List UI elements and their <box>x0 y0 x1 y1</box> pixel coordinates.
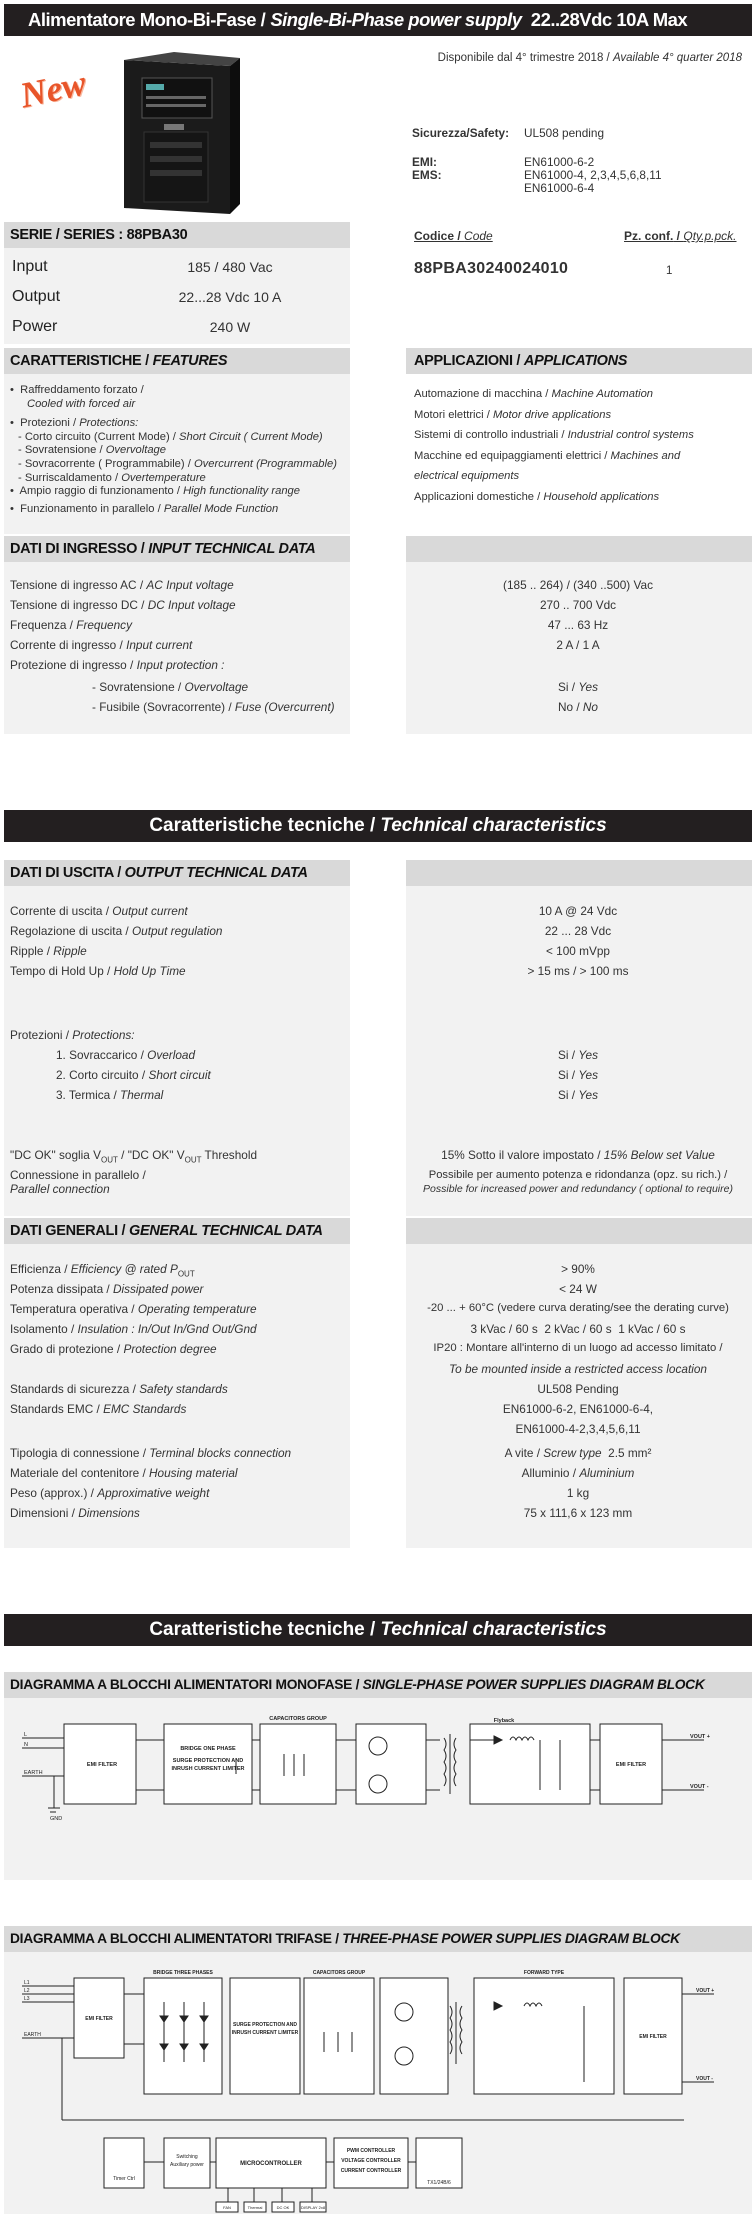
general-row-value: -20 ... + 60°C (vedere curva derating/see the derating curve) <box>427 1302 729 1314</box>
output-row-label: Regolazione di uscita / Output regulation <box>10 924 223 938</box>
svg-text:BRIDGE ONE PHASE: BRIDGE ONE PHASE <box>180 1746 236 1752</box>
code-heading: Codice / Code <box>414 229 493 243</box>
svg-text:GND: GND <box>50 1816 63 1822</box>
svg-text:EMI FILTER: EMI FILTER <box>85 2016 113 2022</box>
qty-value: 1 <box>666 265 673 277</box>
general-row-label: Efficienza / Efficiency @ rated $P_{OUT}$ <box>10 1262 195 1279</box>
applications-heading: APPLICAZIONI / APPLICATIONS <box>414 353 628 369</box>
output-row-label: Tempo di Hold Up / Hold Up Time <box>10 964 186 978</box>
svg-text:Switching: Switching <box>176 2154 198 2160</box>
svg-text:VOUT +: VOUT + <box>690 1734 711 1740</box>
dcok-label: "DC OK" soglia $V_{OUT}$ / "DC OK" $V_{OUT}$ Threshold <box>10 1148 258 1165</box>
general-row-value: 75 x 111,6 x 123 mm <box>523 1506 633 1520</box>
input-row-value: 2 A / 1 A <box>556 638 600 652</box>
protection-value: Si / Yes <box>557 1048 598 1062</box>
input-row-value: Si / Yes <box>557 680 598 694</box>
three-phase-diagram <box>4 1952 752 2214</box>
series-input-label: Input <box>12 258 48 275</box>
svg-text:DC OK: DC OK <box>276 2205 290 2210</box>
general-row-value: IP20 : Montare all'interno di un luogo ad accesso limitato / <box>433 1342 723 1354</box>
dcok-value: 15% Sotto il valore impostato / 15% Below set Value <box>441 1148 715 1162</box>
application-item: Applicazioni domestiche / Household applications <box>414 490 660 503</box>
svg-text:CAPACITORS GROUP: CAPACITORS GROUP <box>312 1970 366 1976</box>
new-badge: New <box>16 62 90 116</box>
svg-text:EARTH: EARTH <box>24 1770 43 1776</box>
general-row-value: To be mounted inside a restricted access location <box>449 1362 707 1376</box>
general-row-label: Tipologia di connessione / Terminal blocks connection <box>10 1446 292 1460</box>
header-title-en: Single-Bi-Phase power supply <box>270 9 522 30</box>
general-row-label: Materiale del contenitore / Housing material <box>10 1466 238 1480</box>
svg-text:N: N <box>24 1742 28 1748</box>
input-row-value: 270 .. 700 Vdc <box>539 598 617 612</box>
svg-text:VOUT -: VOUT - <box>696 2076 713 2082</box>
series-output-value: 22...28 Vdc 10 A <box>178 289 282 305</box>
svg-text:EMI FILTER: EMI FILTER <box>615 1762 647 1768</box>
svg-text:SURGE PROTECTION AND: SURGE PROTECTION AND <box>172 1758 244 1764</box>
series-output-label: Output <box>12 288 61 305</box>
svg-text:PWM CONTROLLER: PWM CONTROLLER <box>346 2148 396 2154</box>
general-row-value: 1 kg <box>566 1486 590 1500</box>
svg-text:CAPACITORS GROUP: CAPACITORS GROUP <box>269 1716 327 1722</box>
header-title-it: Alimentatore Mono-Bi-Fase / <box>28 9 266 30</box>
input-row-value: 47 ... 63 Hz <box>547 618 609 632</box>
emi-value: EN61000-6-2 <box>524 155 595 169</box>
feature-item: • Raffreddamento forzato / <box>10 384 144 396</box>
feature-item: • Protezioni / Protections: <box>10 417 139 430</box>
page-header <box>4 4 752 36</box>
svg-text:VOUT +: VOUT + <box>696 1988 715 1994</box>
svg-text:VOLTAGE CONTROLLER: VOLTAGE CONTROLLER <box>341 2158 401 2164</box>
features-list <box>10 384 337 516</box>
svg-text:SURGE PROTECTION AND: SURGE PROTECTION AND <box>233 2022 297 2028</box>
feature-item: • Funzionamento in parallelo / Parallel Mode Function <box>10 502 279 515</box>
general-row-value: EN61000-6-2, EN61000-6-4, <box>502 1402 654 1416</box>
svg-text:Flyback: Flyback <box>493 1718 515 1724</box>
general-row-value: EN61000-4-2,3,4,5,6,11 <box>515 1422 641 1436</box>
svg-text:EARTH: EARTH <box>24 2032 41 2038</box>
general-row-label: Grado di protezione / Protection degree <box>10 1342 217 1356</box>
svg-text:BRIDGE THREE PHASES: BRIDGE THREE PHASES <box>153 1970 213 1976</box>
input-heading-band-right <box>406 536 752 562</box>
output-row-value: < 100 mVpp <box>546 944 610 958</box>
input-row-value: (185 .. 264) / (340 ..500) Vac <box>503 578 653 592</box>
general-row-label: Temperatura operativa / Operating temperature <box>10 1302 257 1316</box>
input-row-label: - Sovratensione / Overvoltage <box>92 680 249 694</box>
output-row-value: 10 A @ 24 Vdc <box>538 904 618 918</box>
protection-item: 2. Corto circuito / Short circuit <box>56 1068 211 1082</box>
application-item: Sistemi di controllo industriali / Industrial control systems <box>414 429 694 441</box>
output-heading: DATI DI USCITA / OUTPUT TECHNICAL DATA <box>10 865 308 881</box>
svg-text:L3: L3 <box>24 1996 30 2002</box>
general-row-value: Alluminio / Aluminium <box>521 1466 635 1480</box>
feature-item: - Corto circuito (Current Mode) / Short Circuit ( Current Mode) <box>18 430 323 443</box>
output-row-label: Corrente di uscita / Output current <box>10 904 188 918</box>
svg-text:FORWARD TYPE: FORWARD TYPE <box>523 1970 565 1976</box>
parallel-value: Possibile per aumento potenza e ridondanza (opz. su rich.) / Possible for increased power and redundancy ( optional to require) <box>423 1169 733 1195</box>
application-item: Automazione di macchina / Machine Automation <box>414 388 654 400</box>
general-row-value: 3 kVac / 60 s 2 kVac / 60 s 1 kVac / 60 s <box>470 1322 686 1336</box>
input-row-label: - Fusibile (Sovracorrente) / Fuse (Overcurrent) <box>92 700 335 714</box>
emi-label: EMI: <box>412 155 437 169</box>
general-row-value: UL508 Pending <box>537 1382 619 1396</box>
ems-value-1: EN61000-4, 2,3,4,5,6,8,11 <box>524 168 662 182</box>
feature-item-en: Cooled with forced air <box>27 397 136 410</box>
input-row-value: No / No <box>557 700 598 714</box>
general-row-label: Standards di sicurezza / Safety standards <box>10 1382 228 1396</box>
input-row-label: Tensione di ingresso DC / DC Input voltage <box>10 598 236 612</box>
svg-text:EMI FILTER: EMI FILTER <box>86 1762 118 1768</box>
protection-item: 1. Sovraccarico / Overload <box>56 1048 196 1062</box>
safety-value: UL508 pending <box>524 126 605 140</box>
protection-value: Si / Yes <box>557 1088 598 1102</box>
series-heading: SERIE / SERIES : 88PBA30 <box>10 227 188 243</box>
feature-item: - Surriscaldamento / Overtemperature <box>18 471 206 484</box>
svg-text:L2: L2 <box>24 1988 30 1994</box>
application-item: Motori elettrici / Motor drive applications <box>414 408 612 421</box>
code-value: 88PBA30240024010 <box>414 260 569 277</box>
general-row-label: Standards EMC / EMC Standards <box>10 1402 187 1416</box>
single-phase-diagram <box>4 1698 752 1880</box>
protection-value: Si / Yes <box>557 1068 598 1082</box>
svg-text:Auxiliary power: Auxiliary power <box>170 2162 204 2168</box>
protection-item: 3. Termica / Thermal <box>56 1088 164 1102</box>
application-item: Macchine ed equipaggiamenti elettrici / Machines and <box>414 449 681 462</box>
protections-label: Protezioni / Protections: <box>10 1028 135 1042</box>
svg-text:INRUSH CURRENT LIMITER: INRUSH CURRENT LIMITER <box>171 1766 245 1772</box>
tech-header-1: Caratteristiche tecniche / Technical characteristics <box>4 810 752 842</box>
output-heading-band-right <box>406 860 752 886</box>
general-row-label: Peso (approx.) / Approximative weight <box>10 1486 210 1500</box>
svg-text:Timer Ctrl: Timer Ctrl <box>113 2176 135 2182</box>
svg-text:MICROCONTROLLER: MICROCONTROLLER <box>240 2161 302 2167</box>
output-row-label: Ripple / Ripple <box>10 944 87 958</box>
general-row-value: > 90% <box>561 1262 595 1276</box>
input-row-label: Frequenza / Frequency <box>10 618 132 632</box>
series-power-label: Power <box>12 318 58 335</box>
svg-text:FAN: FAN <box>223 2205 231 2210</box>
svg-text:Thermal: Thermal <box>247 2205 263 2210</box>
svg-text:VOUT -: VOUT - <box>690 1784 709 1790</box>
header-rating: 22..28Vdc 10A Max <box>521 9 688 30</box>
general-row-value: < 24 W <box>559 1282 597 1296</box>
general-row-label: Isolamento / Insulation : In/Out In/Gnd Out/Gnd <box>10 1322 257 1336</box>
diagram2-heading: DIAGRAMMA A BLOCCHI ALIMENTATORI TRIFASE / THREE-PHASE POWER SUPPLIES DIAGRAM BLOCK <box>10 1931 680 1946</box>
svg-text:L: L <box>24 1732 28 1738</box>
feature-item: - Sovratensione / Overvoltage <box>18 444 167 457</box>
general-row-label: Dimensioni / Dimensions <box>10 1506 140 1520</box>
feature-item: - Sovracorrente ( Programmabile) / Overcurrent (Programmable) <box>18 457 337 470</box>
general-heading-band-right <box>406 1218 752 1244</box>
general-row-label: Potenza dissipata / Dissipated power <box>10 1282 204 1296</box>
ems-value-2: EN61000-6-4 <box>524 181 595 195</box>
diagram1-heading: DIAGRAMMA A BLOCCHI ALIMENTATORI MONOFASE / SINGLE-PHASE POWER SUPPLIES DIAGRAM BLOCK <box>10 1677 705 1692</box>
svg-text:INRUSH CURRENT LIMITER: INRUSH CURRENT LIMITER <box>231 2030 299 2036</box>
svg-text:L1: L1 <box>24 1980 30 1986</box>
availability: Disponibile dal 4° trimestre 2018 / Available 4° quarter 2018 <box>437 52 742 64</box>
parallel-label: Connessione in parallelo / Parallel connection <box>10 1168 146 1196</box>
general-row-value: A vite / Screw type 2.5 mm² <box>504 1446 652 1460</box>
general-heading: DATI GENERALI / GENERAL TECHNICAL DATA <box>10 1223 323 1239</box>
svg-text:TX1/24B/6: TX1/24B/6 <box>427 2180 451 2186</box>
feature-item: • Ampio raggio di funzionamento / High functionality range <box>10 485 300 498</box>
applications-list <box>414 384 694 507</box>
qty-heading: Pz. conf. / Qty.p.pck. <box>624 229 737 243</box>
tech-header-2: Caratteristiche tecniche / Technical characteristics <box>4 1614 752 1646</box>
ems-label: EMS: <box>412 168 442 182</box>
output-row-value: 22 ... 28 Vdc <box>544 924 612 938</box>
input-row-label: Protezione di ingresso / Input protection : <box>10 658 225 672</box>
svg-text:DISPLAY 2x8: DISPLAY 2x8 <box>300 2205 326 2210</box>
series-input-value: 185 / 480 Vac <box>187 259 273 275</box>
input-row-label: Tensione di ingresso AC / AC Input voltage <box>10 578 234 592</box>
output-row-value: > 15 ms / > 100 ms <box>527 964 629 978</box>
safety-label: Sicurezza/Safety: <box>412 126 510 140</box>
input-heading: DATI DI INGRESSO / INPUT TECHNICAL DATA <box>10 541 316 557</box>
svg-text:EMI FILTER: EMI FILTER <box>639 2034 667 2040</box>
features-heading: CARATTERISTICHE / FEATURES <box>10 353 228 369</box>
series-power-value: 240 W <box>209 319 251 335</box>
application-item: electrical equipments <box>414 470 520 482</box>
input-row-label: Corrente di ingresso / Input current <box>10 638 193 652</box>
svg-text:CURRENT CONTROLLER: CURRENT CONTROLLER <box>340 2168 402 2174</box>
